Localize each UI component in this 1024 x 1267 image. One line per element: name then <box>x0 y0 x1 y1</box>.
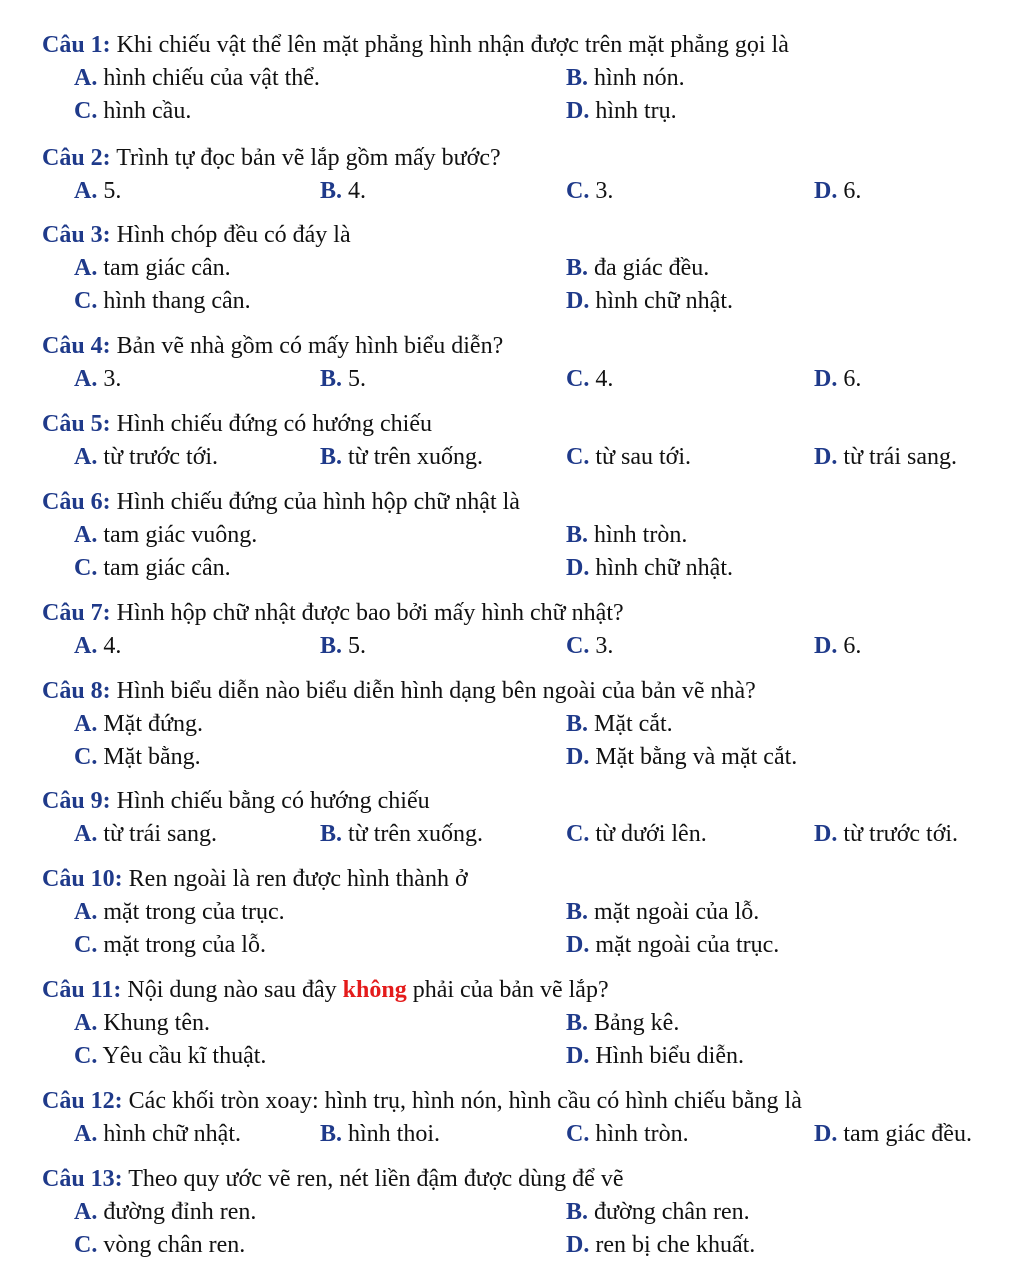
option-d[interactable] <box>566 286 733 316</box>
option-text: 6. <box>837 366 862 392</box>
option-letter: D. <box>566 1232 590 1258</box>
option-letter: C. <box>566 1121 590 1147</box>
option-text: Mặt bằng. <box>97 744 201 770</box>
option-text: hình chữ nhật. <box>97 1121 241 1147</box>
option-letter: D. <box>814 444 838 470</box>
option-text: Mặt bằng và mặt cắt. <box>589 744 798 770</box>
question-text: Nội dung nào sau đây <box>121 977 343 1003</box>
question-stem <box>42 331 503 361</box>
question-text: Hình chiếu đứng có hướng chiếu <box>110 411 432 437</box>
option-letter: B. <box>320 444 343 470</box>
option-text: đường chân ren. <box>588 1199 750 1225</box>
option-letter: A. <box>74 178 98 204</box>
option-text: 3. <box>97 366 122 392</box>
option-text: từ dưới lên. <box>589 821 707 847</box>
option-a[interactable] <box>74 253 231 283</box>
option-letter: C. <box>566 178 590 204</box>
option-letter: B. <box>566 1199 589 1225</box>
option-text: 4. <box>589 366 614 392</box>
option-text: 3. <box>589 633 614 659</box>
option-c[interactable] <box>74 742 201 772</box>
question-text: Khi chiếu vật thể lên mặt phẳng hình nhận được trên mặt phẳng gọi là <box>110 32 789 58</box>
option-text: 4. <box>97 633 122 659</box>
option-text: ren bị che khuất. <box>589 1232 756 1258</box>
option-d[interactable] <box>566 930 779 960</box>
option-text: hình chiếu của vật thể. <box>97 65 320 91</box>
option-a[interactable] <box>74 364 121 394</box>
option-text: Yêu cầu kĩ thuật. <box>97 1043 267 1069</box>
option-d[interactable] <box>566 1230 755 1260</box>
option-d[interactable] <box>566 96 677 126</box>
option-letter: C. <box>74 288 98 314</box>
option-text: 6. <box>837 178 862 204</box>
question-text: Hình chóp đều có đáy là <box>110 222 351 248</box>
option-a[interactable] <box>74 631 121 661</box>
option-text: từ trước tới. <box>97 444 219 470</box>
option-c[interactable] <box>74 553 231 583</box>
option-d[interactable] <box>566 553 733 583</box>
option-text: từ trái sang. <box>837 444 957 470</box>
question-label: Câu 5: <box>42 411 111 437</box>
question-stem <box>42 1086 802 1116</box>
option-b[interactable] <box>320 176 366 206</box>
option-a[interactable] <box>74 709 203 739</box>
option-letter: C. <box>74 1043 98 1069</box>
option-letter: B. <box>320 178 343 204</box>
option-letter: D. <box>566 744 590 770</box>
option-letter: C. <box>74 555 98 581</box>
option-letter: C. <box>74 932 98 958</box>
option-b[interactable] <box>566 1197 750 1227</box>
option-b[interactable] <box>566 520 687 550</box>
question-text: Hình hộp chữ nhật được bao bởi mấy hình chữ nhật? <box>110 600 624 626</box>
option-d[interactable] <box>814 631 861 661</box>
option-c[interactable] <box>74 286 251 316</box>
option-d[interactable] <box>566 1041 744 1071</box>
option-letter: A. <box>74 899 98 925</box>
option-d[interactable] <box>814 176 861 206</box>
option-text: mặt ngoài của trục. <box>589 932 780 958</box>
option-letter: D. <box>566 288 590 314</box>
option-c[interactable] <box>566 631 613 661</box>
option-b[interactable] <box>320 631 366 661</box>
option-a[interactable] <box>74 1008 210 1038</box>
option-letter: A. <box>74 366 98 392</box>
question-stem <box>42 30 789 60</box>
option-text: Mặt đứng. <box>97 711 204 737</box>
option-text: đa giác đều. <box>588 255 710 281</box>
question-label: Câu 13: <box>42 1166 123 1192</box>
option-text: mặt trong của lỗ. <box>97 932 266 958</box>
highlight-word: không <box>342 977 407 1003</box>
question-label: Câu 6: <box>42 489 111 515</box>
option-text: hình thang cân. <box>97 288 251 314</box>
option-letter: D. <box>566 98 590 124</box>
option-text: hình tròn. <box>588 522 688 548</box>
question-text-end: phải của bản vẽ lắp? <box>406 977 609 1003</box>
option-letter: A. <box>74 711 98 737</box>
option-letter: C. <box>566 444 590 470</box>
option-a[interactable] <box>74 819 217 849</box>
option-b[interactable] <box>566 1008 679 1038</box>
option-text: 3. <box>589 178 614 204</box>
option-c[interactable] <box>566 819 707 849</box>
question-label: Câu 12: <box>42 1088 123 1114</box>
option-text: 5. <box>342 366 367 392</box>
question-label: Câu 7: <box>42 600 111 626</box>
option-b[interactable] <box>566 897 759 927</box>
option-letter: A. <box>74 255 98 281</box>
option-letter: A. <box>74 65 98 91</box>
option-text: vòng chân ren. <box>97 1232 246 1258</box>
option-b[interactable] <box>566 63 685 93</box>
option-a[interactable] <box>74 1119 241 1149</box>
option-letter: D. <box>566 1043 590 1069</box>
option-c[interactable] <box>566 1119 689 1149</box>
option-d[interactable] <box>814 442 957 472</box>
option-b[interactable] <box>566 709 673 739</box>
option-letter: D. <box>814 633 838 659</box>
option-letter: A. <box>74 1199 98 1225</box>
question-label: Câu 3: <box>42 222 111 248</box>
option-letter: C. <box>74 1232 98 1258</box>
option-letter: A. <box>74 821 98 847</box>
question-text: Hình biểu diễn nào biểu diễn hình dạng bên ngoài của bản vẽ nhà? <box>110 678 756 704</box>
option-d[interactable] <box>814 364 861 394</box>
option-c[interactable] <box>74 96 191 126</box>
option-text: hình nón. <box>588 65 685 91</box>
option-letter: B. <box>566 1010 589 1036</box>
question-text: Hình chiếu đứng của hình hộp chữ nhật là <box>110 489 520 515</box>
option-text: hình chữ nhật. <box>589 288 733 314</box>
option-letter: C. <box>566 821 590 847</box>
option-text: 5. <box>97 178 122 204</box>
option-letter: B. <box>320 1121 343 1147</box>
option-text: đường đỉnh ren. <box>97 1199 257 1225</box>
option-letter: B. <box>320 366 343 392</box>
question-label: Câu 9: <box>42 788 111 814</box>
question-text: Ren ngoài là ren được hình thành ở <box>122 866 468 892</box>
question-stem <box>42 487 520 517</box>
option-b[interactable] <box>320 819 483 849</box>
option-text: Mặt cắt. <box>588 711 673 737</box>
option-letter: C. <box>566 633 590 659</box>
option-text: tam giác cân. <box>97 255 231 281</box>
option-text: hình tròn. <box>589 1121 689 1147</box>
option-letter: C. <box>74 744 98 770</box>
option-text: từ trước tới. <box>837 821 959 847</box>
option-text: hình trụ. <box>589 98 677 124</box>
question-stem <box>42 864 468 894</box>
question-stem <box>42 676 756 706</box>
option-b[interactable] <box>320 442 483 472</box>
option-text: 6. <box>837 633 862 659</box>
question-stem <box>42 975 609 1005</box>
option-text: Bảng kê. <box>588 1010 680 1036</box>
option-letter: B. <box>566 255 589 281</box>
option-text: từ sau tới. <box>589 444 692 470</box>
question-label: Câu 4: <box>42 333 111 359</box>
option-b[interactable] <box>566 253 709 283</box>
option-text: Khung tên. <box>97 1010 210 1036</box>
question-text: Trình tự đọc bản vẽ lắp gồm mấy bước? <box>110 145 501 171</box>
option-c[interactable] <box>566 176 613 206</box>
question-stem <box>42 409 432 439</box>
option-d[interactable] <box>814 819 958 849</box>
option-letter: D. <box>814 178 838 204</box>
option-letter: C. <box>74 98 98 124</box>
option-letter: B. <box>566 522 589 548</box>
option-letter: B. <box>566 899 589 925</box>
option-letter: D. <box>566 555 590 581</box>
option-c[interactable] <box>566 364 613 394</box>
option-text: từ trên xuống. <box>342 444 484 470</box>
option-a[interactable] <box>74 442 218 472</box>
question-text: Theo quy ước vẽ ren, nét liền đậm được dùng để vẽ <box>122 1166 624 1192</box>
option-letter: A. <box>74 1010 98 1036</box>
option-a[interactable] <box>74 63 320 93</box>
option-text: từ trên xuống. <box>342 821 484 847</box>
question-text: Bản vẽ nhà gồm có mấy hình biểu diễn? <box>110 333 504 359</box>
question-label: Câu 11: <box>42 977 122 1003</box>
option-text: hình thoi. <box>342 1121 441 1147</box>
option-text: hình chữ nhật. <box>589 555 733 581</box>
option-b[interactable] <box>320 364 366 394</box>
question-text: Các khối tròn xoay: hình trụ, hình nón, hình cầu có hình chiếu bằng là <box>122 1088 802 1114</box>
option-a[interactable] <box>74 520 257 550</box>
option-a[interactable] <box>74 897 285 927</box>
question-stem <box>42 598 624 628</box>
question-stem <box>42 143 501 173</box>
question-label: Câu 2: <box>42 145 111 171</box>
option-text: tam giác đều. <box>837 1121 972 1147</box>
option-c[interactable] <box>74 1041 266 1071</box>
option-letter: B. <box>566 711 589 737</box>
option-c[interactable] <box>566 442 691 472</box>
option-b[interactable] <box>320 1119 440 1149</box>
option-letter: B. <box>320 821 343 847</box>
question-stem <box>42 220 351 250</box>
option-text: mặt trong của trục. <box>97 899 285 925</box>
option-a[interactable] <box>74 176 121 206</box>
option-text: tam giác vuông. <box>97 522 258 548</box>
option-text: mặt ngoài của lỗ. <box>588 899 760 925</box>
option-d[interactable] <box>814 1119 972 1149</box>
question-label: Câu 10: <box>42 866 123 892</box>
option-letter: A. <box>74 1121 98 1147</box>
option-text: từ trái sang. <box>97 821 217 847</box>
option-c[interactable] <box>74 1230 245 1260</box>
option-text: 4. <box>342 178 367 204</box>
option-d[interactable] <box>566 742 797 772</box>
option-text: tam giác cân. <box>97 555 231 581</box>
question-label: Câu 8: <box>42 678 111 704</box>
option-text: 5. <box>342 633 367 659</box>
option-letter: A. <box>74 522 98 548</box>
option-a[interactable] <box>74 1197 256 1227</box>
option-letter: D. <box>814 821 838 847</box>
option-c[interactable] <box>74 930 266 960</box>
option-letter: C. <box>566 366 590 392</box>
option-letter: A. <box>74 444 98 470</box>
option-letter: D. <box>814 1121 838 1147</box>
question-text: Hình chiếu bằng có hướng chiếu <box>110 788 430 814</box>
option-letter: B. <box>320 633 343 659</box>
option-letter: D. <box>566 932 590 958</box>
option-letter: A. <box>74 633 98 659</box>
option-letter: B. <box>566 65 589 91</box>
question-label: Câu 1: <box>42 32 111 58</box>
question-stem <box>42 786 430 816</box>
question-stem <box>42 1164 623 1194</box>
option-text: Hình biểu diễn. <box>589 1043 744 1069</box>
option-text: hình cầu. <box>97 98 192 124</box>
option-letter: D. <box>814 366 838 392</box>
